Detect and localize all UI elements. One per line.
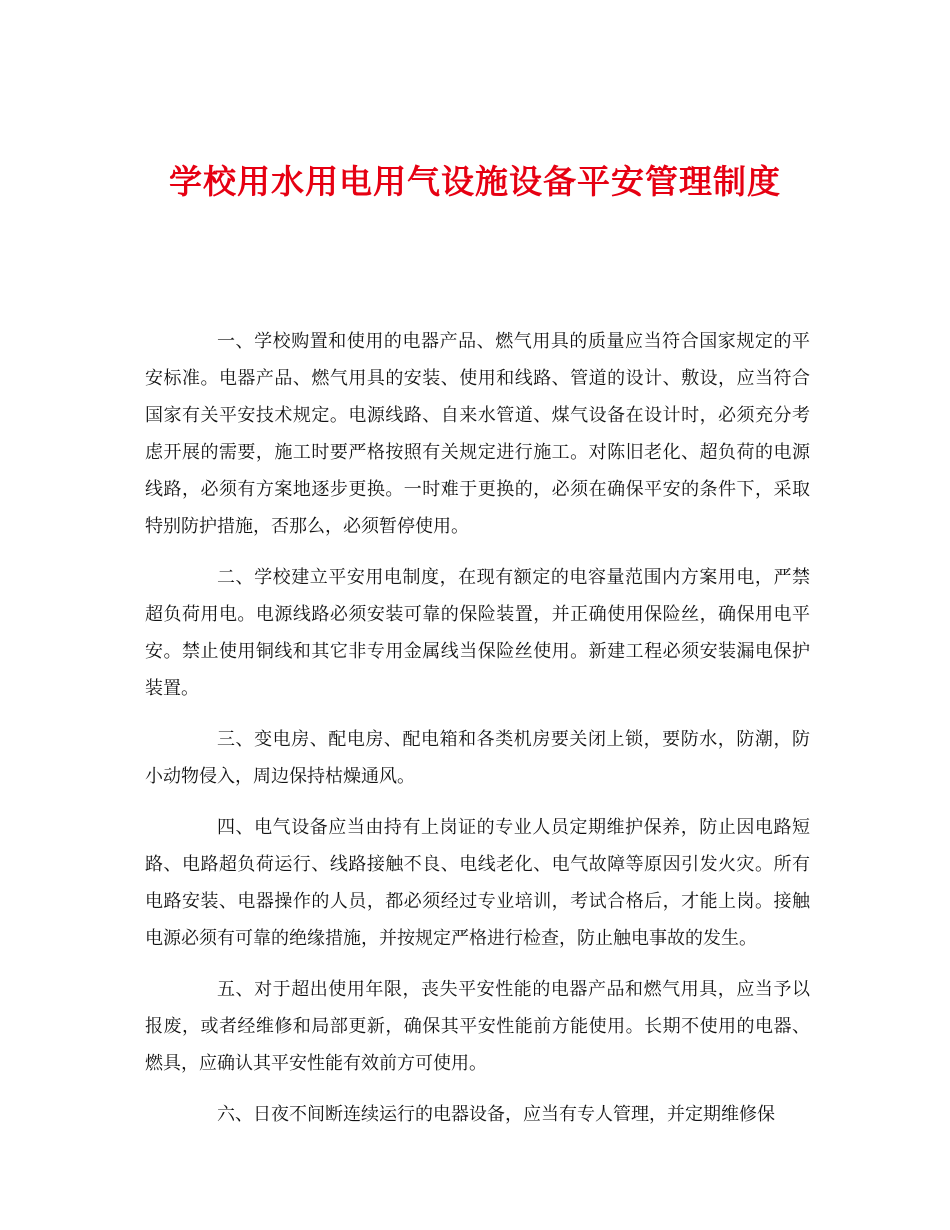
paragraph-3: 三、变电房、配电房、配电箱和各类机房要关闭上锁，要防水，防潮，防小动物侵入，周边保持枯燥通风。 (145, 729, 810, 787)
paragraph-2: 二、学校建立平安用电制度，在现有额定的电容量范围内方案用电，严禁超负荷用电。电源线路必须安装可靠的保险装置，并正确使用保险丝，确保用电平安。禁止使用铜线和其它非专用金属线当保险丝使用。新建工程必须安装漏电保护装置。 (145, 567, 810, 699)
paragraph-4: 四、电气设备应当由持有上岗证的专业人员定期维护保养，防止因电路短路、电路超负荷运行、线路接触不良、电线老化、电气故障等原因引发火灾。所有电路安装、电器操作的人员，都必须经过专业培训，考试合格后，才能上岗。接触电源必须有可靠的绝缘措施，并按规定严格进行检查，防止触电事故的发生。 (145, 817, 810, 949)
document-body (145, 323, 810, 1147)
paragraph-5: 五、对于超出使用年限，丧失平安性能的电器产品和燃气用具，应当予以报废，或者经维修和局部更新，确保其平安性能前方能使用。长期不使用的电器、燃具，应确认其平安性能有效前方可使用。 (145, 979, 810, 1074)
paragraph-6: 六、日夜不间断连续运行的电器设备，应当有专人管理，并定期维修保 (217, 1104, 775, 1125)
document-title: 学校用水用电用气设施设备平安管理制度 (169, 162, 781, 202)
paragraph-1: 一、学校购置和使用的电器产品、燃气用具的质量应当符合国家规定的平安标准。电器产品、燃气用具的安装、使用和线路、管道的设计、敷设，应当符合国家有关平安技术规定。电源线路、自来水管道、煤气设备在设计时，必须充分考虑开展的需要，施工时要严格按照有关规定进行施工。对陈旧老化、超负荷的电源线路，必须有方案地逐步更换。一时难于更换的，必须在确保平安的条件下，采取特别防护措施，否那么，必须暂停使用。 (145, 331, 810, 537)
